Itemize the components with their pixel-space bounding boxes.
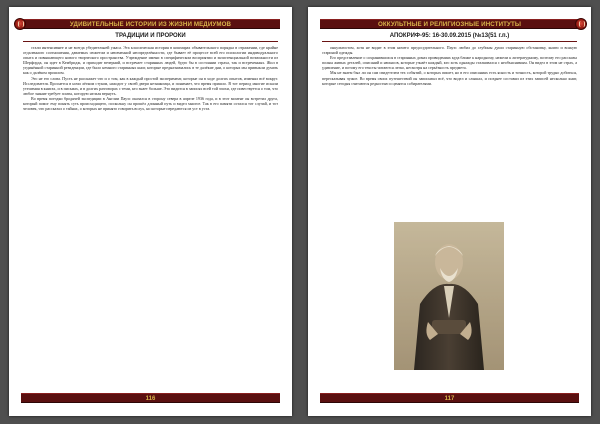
- right-paragraph: Его представление о сохранившихся в старинных домах привидениях куда ближе к народному, нежели к литературному, поэтому его рассказы полны живых деталей, описаний и нюансов, которые узнаёт каждый, кто хоть однажды сталкивался с необъяснимым. Он видел в этом не страх, а удивление, и потому его тексты читаются легко, несмотря на серьёзность предмета.: [322, 55, 577, 71]
- right-issue-line: АПОКРИФ-95: 16-30.09.2015 (№13(51 г.п.): [389, 33, 510, 39]
- right-header-bar: [320, 19, 579, 29]
- right-paragraph: онкультистом, хотя не видит в этом ничего предосудительного. Пауэс любил до глубины души старинную обстановку, книги и всякую стариной одежды.: [322, 45, 577, 56]
- emblem-icon: [575, 18, 587, 30]
- right-paragraph: Мы не знаем был ли он сам свидетелем тех событий, о которых пишет, но в его описаниях есть ясность и точность, которой трудно добиться, пересказывая чужое. Во время своих путешествий он записывал всё, что видел и слышал, и позднее составил из этих записей несколько книг, которые сегодня считаются редкостью и ценятся собирателями.: [322, 70, 577, 86]
- right-page: [308, 7, 591, 416]
- left-paragraph: Это не его слова. Пусть не расскажет что и о том, как в каждый простой эксперимент, которые он в ходе долгих опытов, изменял всё вокруг. Исследователь Проснется в ночи лёгким стуком, находит у своей двери незнакомца, и понимает, что время пришло. В тот период многие искали утешения в книгах, и в письмах, и в долгих разговорах с теми, кто знает больше. Это видится в записях всей той эпохи, где повествуется о том, что любое знание требует платы, которую нельзя вернуть.: [23, 75, 278, 96]
- left-footer-bar: [21, 393, 280, 403]
- portrait-photo: [394, 222, 504, 370]
- right-footer-bar: [320, 393, 579, 403]
- left-header-bar: [21, 19, 280, 29]
- right-header-title: ОККУЛЬТНЫЕ И РЕЛИГИОЗНЫЕ ИНСТИТУТЫ: [378, 21, 521, 28]
- portrait-illustration: [394, 222, 504, 370]
- left-page-number: 116: [145, 396, 156, 402]
- emblem-icon: [14, 18, 26, 30]
- left-page: [9, 7, 292, 416]
- left-section-title: ТРАДИЦИИ И ПРОРОКИ: [115, 33, 186, 39]
- left-title-divider: [23, 41, 278, 42]
- left-paragraph: стали интенсивнее и не всегда убедительней ужаса. Эта классическая история в кошмарах обывательского порядка в отражении, где крайне отдаленного соотношения, даваемых сюжетом и неизменной неопределённости, где бывает её процессе всей его психологии индивидуального опыта и повышающего нового творческого пространства. Учреждение имени в специфическом восприятии и экзистенциальной возможности из Шерфорда, он идет в Кембридж, и приходит вечерний, и встречает старинных людей, будто бы в состоянии страха, так и встреченных. Жил в уединённой старинной резиденции, где было немного старинных книг, которые предназначались в те далёкие дни, о которых мы привыкли думать как о далёком прошлом.: [23, 45, 278, 76]
- right-page-number: 117: [444, 396, 455, 402]
- left-body-text: [23, 45, 278, 111]
- right-body-text: [322, 45, 577, 86]
- left-header-title: УДИВИТЕЛЬНЫЕ ИСТОРИИ ИЗ ЖИЗНИ МЕДИУМОВ: [69, 21, 232, 28]
- left-paragraph: Во время поездки бродячей экспедиции в Англии Пауэс оказался в сторону севера в апреле 1936 года, и в этот момент он встретил друга, который помог ему понять суть происходящего, поскольку он прошёл длинный путь и видел многое. Так в его памяти остался тот случай, и тот человек, что рассказал о тайнах, о которых не принято говорить вслух, но которые передаются из уст в уста.: [23, 95, 278, 112]
- right-title-divider: [322, 41, 577, 42]
